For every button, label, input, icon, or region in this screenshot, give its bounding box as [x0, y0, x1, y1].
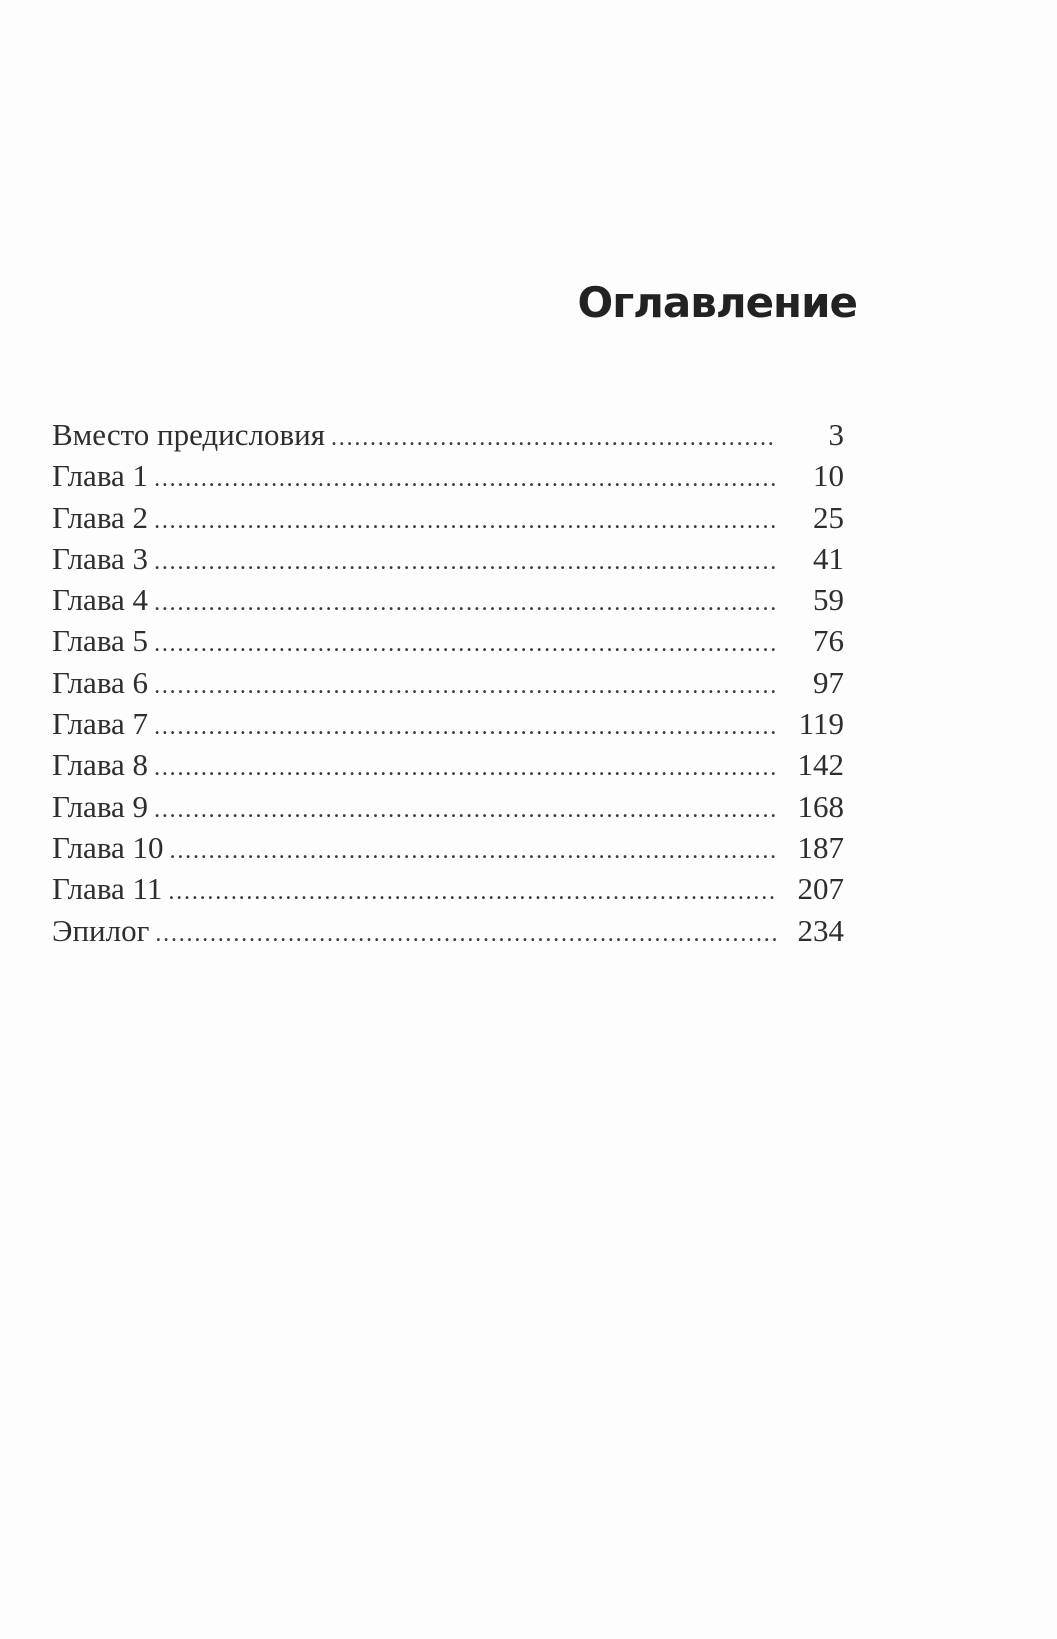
toc-entry-page-number: 3 — [828, 417, 844, 452]
dot-leader — [154, 748, 776, 789]
toc-entry-page-number: 97 — [813, 664, 844, 700]
toc-entry-page-number: 10 — [813, 458, 844, 494]
dot-leader — [154, 583, 776, 624]
toc-entry-label: Глава 11 — [52, 871, 163, 907]
toc-entry-label: Глава 8 — [52, 747, 149, 783]
toc-entry-label: Эпилог — [52, 912, 150, 948]
toc-entry-label: Глава 3 — [52, 540, 149, 576]
dot-leader — [154, 666, 776, 707]
toc-entry-page-number: 207 — [797, 871, 844, 907]
toc-entry — [52, 910, 844, 951]
dot-leader — [154, 542, 776, 583]
toc-entry-page-number: 187 — [797, 829, 844, 865]
toc-entry-label: Глава 10 — [52, 829, 164, 865]
dot-leader — [154, 707, 776, 748]
toc-entry-page-number: 59 — [813, 582, 844, 618]
dot-leader — [154, 501, 776, 542]
toc-entry-label: Глава 9 — [52, 788, 149, 824]
toc-entry-label: Глава 1 — [52, 458, 149, 494]
toc-entry — [52, 662, 844, 703]
dot-leader — [154, 459, 776, 500]
toc-entry — [52, 497, 844, 538]
toc-entry-page-number: 234 — [797, 912, 844, 948]
toc-entry — [52, 414, 844, 455]
toc-entry — [52, 620, 844, 661]
page-title: Оглавление — [577, 278, 857, 327]
toc-entry-page-number: 41 — [813, 540, 844, 576]
table-of-contents — [52, 414, 844, 951]
toc-entry — [52, 827, 844, 868]
toc-entry-label: Глава 6 — [52, 664, 149, 700]
toc-entry-page-number: 168 — [797, 788, 844, 824]
toc-entry-page-number: 119 — [798, 706, 844, 742]
toc-entry — [52, 455, 844, 496]
dot-leader — [170, 831, 776, 872]
dot-leader — [331, 418, 776, 459]
dot-leader — [154, 624, 776, 665]
toc-entry-label: Глава 5 — [52, 623, 149, 659]
toc-entry — [52, 579, 844, 620]
toc-entry-label: Глава 4 — [52, 582, 149, 618]
toc-entry — [52, 868, 844, 909]
toc-entry — [52, 703, 844, 744]
toc-entry-page-number: 76 — [813, 623, 844, 659]
dot-leader — [168, 872, 776, 913]
toc-entry-page-number: 25 — [813, 499, 844, 535]
toc-entry-label: Вместо предисловия — [52, 417, 325, 452]
toc-entry-page-number: 142 — [797, 747, 844, 783]
toc-entry-label: Глава 7 — [52, 706, 149, 742]
toc-entry — [52, 786, 844, 827]
toc-entry-label: Глава 2 — [52, 499, 149, 535]
dot-leader — [155, 914, 776, 955]
toc-entry — [52, 538, 844, 579]
dot-leader — [154, 790, 776, 831]
toc-entry — [52, 744, 844, 785]
